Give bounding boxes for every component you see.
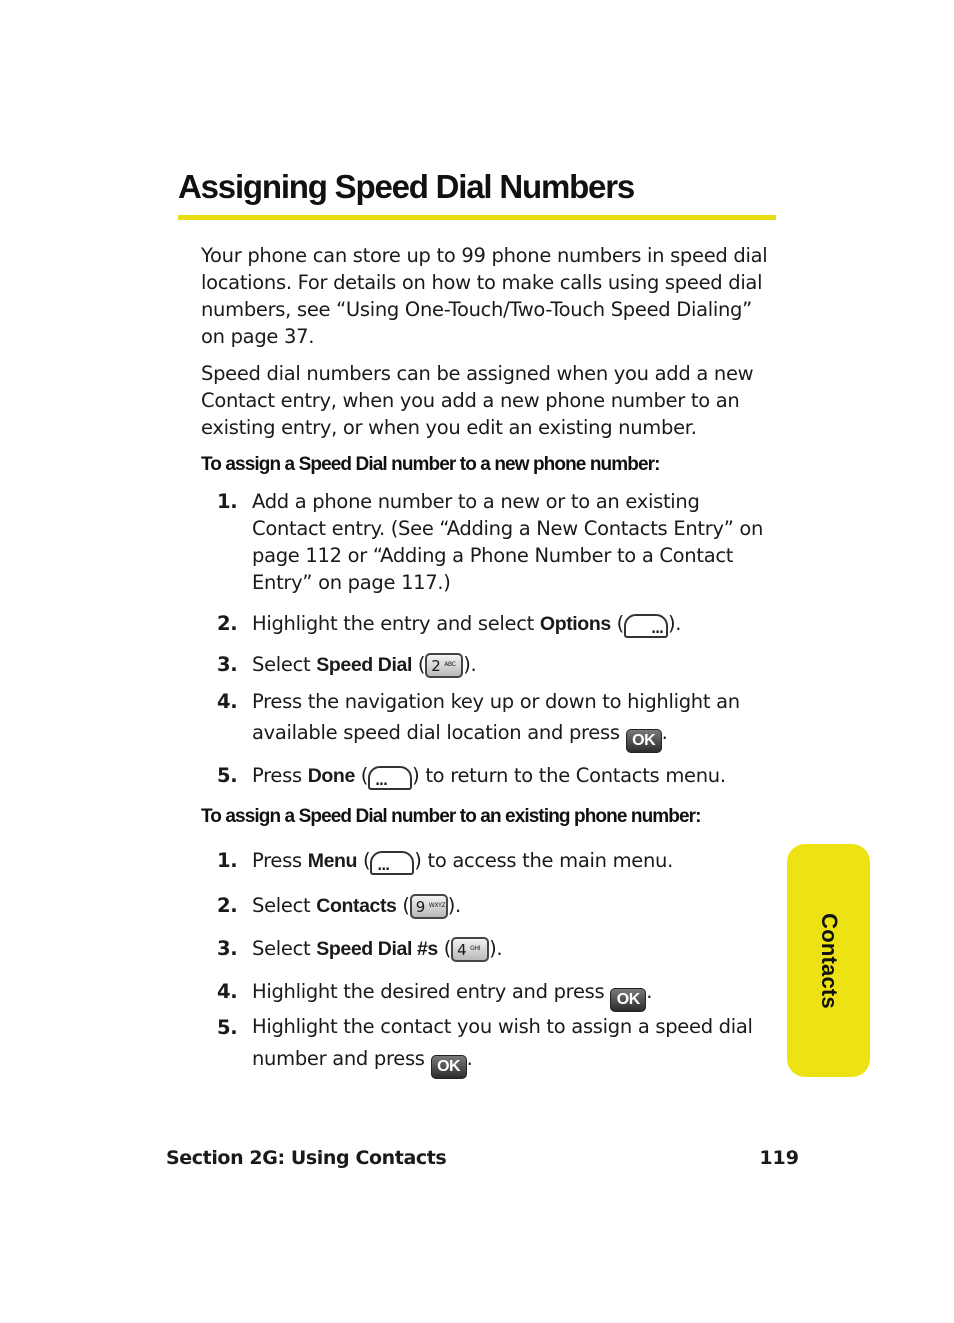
list-item: 1. Press Menu ( ... ) to access the main menu.	[217, 849, 673, 874]
intro-paragraph-1: Your phone can store up to 99 phone numbers in speed dial locations. For details on how to make calls using speed dial numbers, see “Using One-Touch/Two-Touch Speed Dialing” on page 37.	[201, 244, 768, 348]
step-number: 2.	[217, 894, 238, 917]
step-text: Add a phone number to a new or to an existing Contact entry. (See “Adding a New Contacts Entry” on page 112 or “Adding a Phone Number to a Contact Entry” on page 117.)	[252, 490, 764, 594]
speed-dial-keyword: Speed Dial	[316, 654, 412, 676]
left-softkey-icon: ...	[370, 851, 414, 875]
list-item: 3. Select Speed Dial #s ( 4 GHI ).	[217, 937, 503, 960]
footer-section: Section 2G: Using Contacts	[166, 1147, 447, 1169]
left-softkey-icon: ...	[368, 766, 412, 790]
page-number: 119	[759, 1147, 799, 1169]
ok-key-icon: OK	[431, 1055, 467, 1079]
step-number: 5.	[217, 764, 238, 787]
list-item: 5. Press Done ( ... ) to return to the Contacts menu.	[217, 764, 726, 789]
list-item: 2. Select Contacts ( 9 WXYZ ).	[217, 894, 461, 917]
key-4-icon: 4 GHI	[451, 937, 489, 962]
list-item: 3. Select Speed Dial ( 2 ABC ).	[217, 653, 477, 676]
list-item	[217, 978, 777, 1012]
step-text: Press	[252, 849, 308, 872]
step-text: Select	[252, 937, 317, 960]
right-softkey-icon: ...	[624, 614, 668, 638]
step-text-end: ).	[668, 612, 682, 635]
step-text-end: ).	[489, 937, 503, 960]
subheading-new-number: To assign a Speed Dial number to a new phone number:	[201, 454, 660, 475]
step-text: Highlight the entry and select	[252, 612, 540, 635]
step-text: Highlight the contact you wish to assign a speed dial number and press	[252, 1015, 753, 1070]
contacts-keyword: Contacts	[316, 895, 397, 917]
subheading-existing-number: To assign a Speed Dial number to an existing phone number:	[201, 806, 701, 827]
step-text-end: ) to return to the Contacts menu.	[412, 764, 726, 787]
menu-keyword: Menu	[307, 850, 358, 872]
options-keyword: Options	[539, 613, 611, 635]
title-rule	[178, 215, 776, 220]
step-text: Select	[252, 894, 317, 917]
section-tab-label: Contacts	[816, 912, 842, 1009]
step-text: Press	[252, 764, 308, 787]
list-item	[217, 688, 777, 753]
key-9-icon: 9 WXYZ	[410, 894, 448, 919]
step-text-end: .	[466, 1047, 473, 1070]
section-tab	[787, 844, 870, 1077]
done-keyword: Done	[307, 765, 355, 787]
step-number: 1.	[217, 849, 238, 872]
intro-paragraph-2: Speed dial numbers can be assigned when you add a new Contact entry, when you add a new phone number to an existing entry, or when you edit an existing number.	[201, 362, 754, 439]
list-item	[217, 488, 777, 596]
list-item: 2. Highlight the entry and select Options ( ... ).	[217, 612, 682, 637]
step-text-end: .	[661, 721, 668, 744]
step-text-end: ) to access the main menu.	[414, 849, 673, 872]
step-number: 4.	[217, 690, 238, 713]
ok-key-icon: OK	[610, 988, 646, 1012]
speed-dial-numbers-keyword: Speed Dial #s	[316, 938, 438, 960]
step-number: 1.	[217, 490, 238, 513]
step-number: 3.	[217, 653, 238, 676]
page-title: Assigning Speed Dial Numbers	[178, 168, 635, 205]
step-number: 2.	[217, 612, 238, 635]
step-text-end: .	[646, 980, 653, 1003]
step-text-end: ).	[447, 894, 461, 917]
step-text: Highlight the desired entry and press	[252, 980, 605, 1003]
step-number: 3.	[217, 937, 238, 960]
step-text: Press the navigation key up or down to highlight an available speed dial location and press	[252, 690, 740, 744]
step-number: 4.	[217, 980, 238, 1003]
step-number: 5.	[217, 1016, 238, 1039]
key-2-icon: 2 ABC	[425, 653, 463, 678]
step-text-end: ).	[463, 653, 477, 676]
ok-key-icon: OK	[626, 729, 662, 753]
step-text: Select	[252, 653, 317, 676]
list-item	[217, 1014, 777, 1079]
